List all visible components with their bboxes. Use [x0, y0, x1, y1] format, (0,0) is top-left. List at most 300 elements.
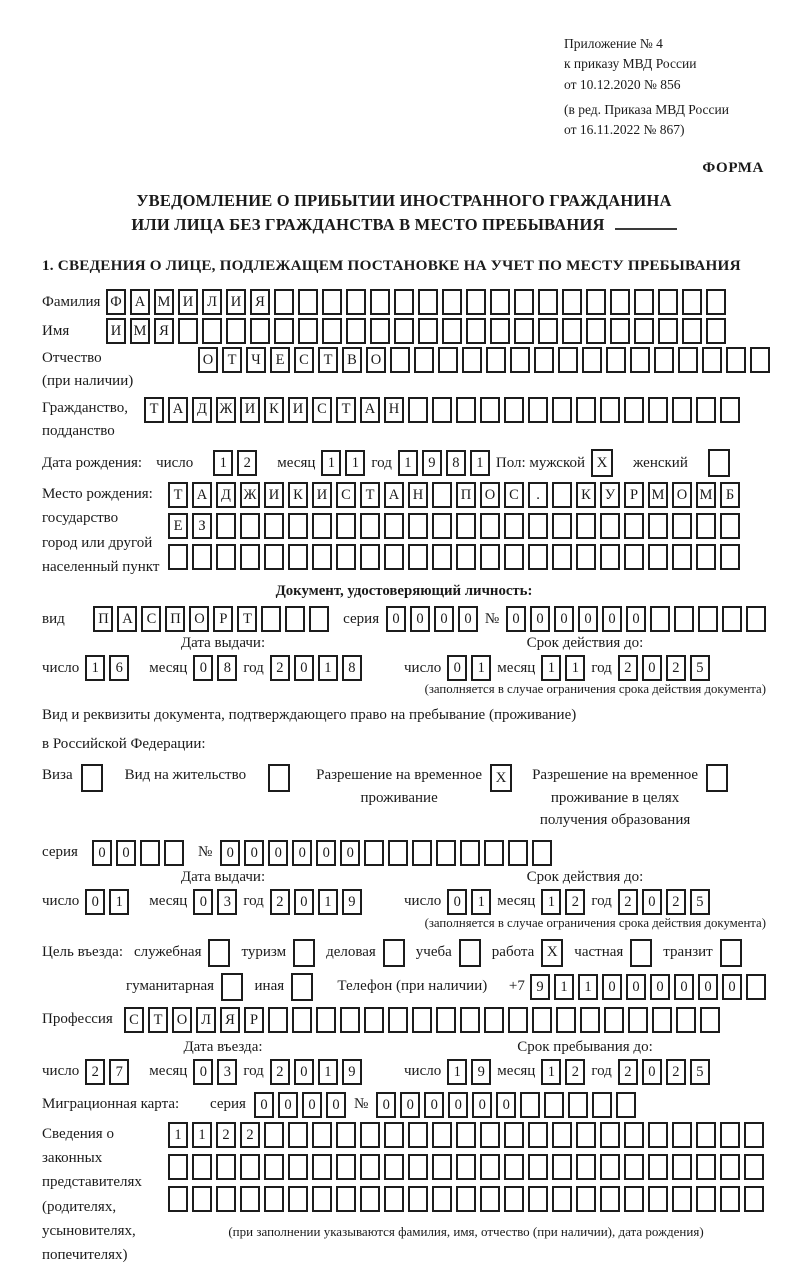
char-cell[interactable] — [504, 1154, 524, 1180]
char-cell[interactable] — [250, 318, 270, 344]
char-cell[interactable]: 0 — [294, 655, 314, 681]
char-cell[interactable]: 1 — [578, 974, 598, 1000]
char-cell[interactable] — [480, 1122, 500, 1148]
temp-residence-checkbox[interactable]: X — [490, 764, 512, 792]
char-cell[interactable]: 0 — [268, 840, 288, 866]
char-cell[interactable] — [364, 1007, 384, 1033]
char-cell[interactable]: Ж — [240, 482, 260, 508]
char-cell[interactable] — [750, 347, 770, 373]
char-cell[interactable]: 1 — [541, 655, 561, 681]
char-cell[interactable] — [240, 1186, 260, 1212]
char-cell[interactable] — [696, 397, 716, 423]
char-cell[interactable] — [528, 397, 548, 423]
char-cell[interactable]: 1 — [398, 450, 418, 476]
char-cell[interactable]: Я — [154, 318, 174, 344]
char-cell[interactable]: К — [264, 397, 284, 423]
char-cell[interactable] — [274, 318, 294, 344]
char-cell[interactable]: И — [288, 397, 308, 423]
char-cell[interactable] — [288, 1186, 308, 1212]
char-cell[interactable]: 0 — [554, 606, 574, 632]
char-cell[interactable] — [624, 1154, 644, 1180]
char-cell[interactable]: 1 — [554, 974, 574, 1000]
char-cell[interactable] — [346, 318, 366, 344]
char-cell[interactable]: 0 — [496, 1092, 516, 1118]
char-cell[interactable]: 0 — [326, 1092, 346, 1118]
char-cell[interactable] — [178, 318, 198, 344]
char-cell[interactable] — [658, 289, 678, 315]
char-cell[interactable] — [744, 1122, 764, 1148]
char-cell[interactable] — [384, 544, 404, 570]
temp-residence-edu-checkbox[interactable] — [706, 764, 728, 792]
char-cell[interactable] — [240, 1154, 260, 1180]
char-cell[interactable]: Н — [408, 482, 428, 508]
char-cell[interactable]: 1 — [192, 1122, 212, 1148]
char-cell[interactable] — [720, 1186, 740, 1212]
char-cell[interactable] — [698, 606, 718, 632]
char-cell[interactable]: Р — [244, 1007, 264, 1033]
char-cell[interactable] — [312, 1122, 332, 1148]
char-cell[interactable]: И — [312, 482, 332, 508]
char-cell[interactable]: 2 — [565, 889, 585, 915]
char-cell[interactable] — [462, 347, 482, 373]
char-cell[interactable] — [408, 1122, 428, 1148]
char-cell[interactable]: 0 — [193, 889, 213, 915]
char-cell[interactable] — [312, 1186, 332, 1212]
char-cell[interactable] — [432, 544, 452, 570]
char-cell[interactable]: Т — [318, 347, 338, 373]
char-cell[interactable]: Л — [202, 289, 222, 315]
char-cell[interactable]: 1 — [470, 450, 490, 476]
purpose-other-checkbox[interactable] — [291, 973, 313, 1001]
char-cell[interactable] — [264, 1186, 284, 1212]
char-cell[interactable]: Т — [237, 606, 257, 632]
char-cell[interactable]: С — [312, 397, 332, 423]
char-cell[interactable] — [552, 513, 572, 539]
char-cell[interactable]: 0 — [400, 1092, 420, 1118]
char-cell[interactable] — [552, 1154, 572, 1180]
char-cell[interactable]: 0 — [340, 840, 360, 866]
char-cell[interactable] — [480, 1186, 500, 1212]
char-cell[interactable] — [534, 347, 554, 373]
char-cell[interactable] — [696, 513, 716, 539]
char-cell[interactable] — [648, 513, 668, 539]
purpose-private-checkbox[interactable] — [630, 939, 652, 967]
char-cell[interactable] — [696, 1186, 716, 1212]
char-cell[interactable]: О — [480, 482, 500, 508]
char-cell[interactable] — [216, 544, 236, 570]
char-cell[interactable] — [192, 1186, 212, 1212]
char-cell[interactable] — [140, 840, 160, 866]
char-cell[interactable]: 1 — [447, 1059, 467, 1085]
char-cell[interactable]: К — [576, 482, 596, 508]
char-cell[interactable] — [264, 513, 284, 539]
char-cell[interactable] — [264, 1122, 284, 1148]
char-cell[interactable] — [412, 1007, 432, 1033]
char-cell[interactable]: Т — [222, 347, 242, 373]
char-cell[interactable] — [240, 544, 260, 570]
char-cell[interactable]: 1 — [541, 1059, 561, 1085]
purpose-official-checkbox[interactable] — [208, 939, 230, 967]
char-cell[interactable] — [510, 347, 530, 373]
char-cell[interactable] — [702, 347, 722, 373]
char-cell[interactable] — [600, 397, 620, 423]
char-cell[interactable]: О — [366, 347, 386, 373]
char-cell[interactable] — [538, 318, 558, 344]
char-cell[interactable]: 1 — [85, 655, 105, 681]
char-cell[interactable] — [706, 289, 726, 315]
char-cell[interactable]: С — [124, 1007, 144, 1033]
char-cell[interactable] — [648, 1122, 668, 1148]
char-cell[interactable]: М — [648, 482, 668, 508]
char-cell[interactable] — [192, 1154, 212, 1180]
char-cell[interactable] — [456, 397, 476, 423]
char-cell[interactable] — [322, 318, 342, 344]
char-cell[interactable] — [322, 289, 342, 315]
char-cell[interactable] — [312, 513, 332, 539]
char-cell[interactable]: 2 — [618, 1059, 638, 1085]
char-cell[interactable] — [312, 544, 332, 570]
char-cell[interactable] — [508, 1007, 528, 1033]
char-cell[interactable] — [261, 606, 281, 632]
char-cell[interactable]: 2 — [618, 889, 638, 915]
char-cell[interactable]: С — [141, 606, 161, 632]
char-cell[interactable]: Р — [213, 606, 233, 632]
char-cell[interactable]: 2 — [618, 655, 638, 681]
char-cell[interactable]: О — [189, 606, 209, 632]
char-cell[interactable] — [336, 544, 356, 570]
char-cell[interactable] — [298, 289, 318, 315]
char-cell[interactable]: 8 — [446, 450, 466, 476]
char-cell[interactable] — [394, 318, 414, 344]
char-cell[interactable] — [672, 544, 692, 570]
char-cell[interactable] — [370, 289, 390, 315]
char-cell[interactable] — [576, 397, 596, 423]
char-cell[interactable]: М — [154, 289, 174, 315]
char-cell[interactable]: 8 — [342, 655, 362, 681]
char-cell[interactable]: Я — [250, 289, 270, 315]
char-cell[interactable] — [288, 1122, 308, 1148]
char-cell[interactable]: 2 — [237, 450, 257, 476]
char-cell[interactable] — [592, 1092, 612, 1118]
char-cell[interactable] — [556, 1007, 576, 1033]
char-cell[interactable] — [648, 1186, 668, 1212]
char-cell[interactable]: 0 — [642, 889, 662, 915]
char-cell[interactable]: А — [130, 289, 150, 315]
char-cell[interactable] — [408, 397, 428, 423]
char-cell[interactable]: 1 — [213, 450, 233, 476]
char-cell[interactable]: 0 — [722, 974, 742, 1000]
char-cell[interactable] — [544, 1092, 564, 1118]
char-cell[interactable]: 1 — [471, 889, 491, 915]
char-cell[interactable] — [288, 544, 308, 570]
char-cell[interactable] — [460, 1007, 480, 1033]
char-cell[interactable] — [562, 289, 582, 315]
char-cell[interactable] — [226, 318, 246, 344]
char-cell[interactable] — [412, 840, 432, 866]
char-cell[interactable] — [436, 1007, 456, 1033]
char-cell[interactable] — [528, 513, 548, 539]
char-cell[interactable]: 0 — [220, 840, 240, 866]
char-cell[interactable] — [606, 347, 626, 373]
char-cell[interactable] — [288, 513, 308, 539]
char-cell[interactable]: К — [288, 482, 308, 508]
char-cell[interactable]: С — [336, 482, 356, 508]
char-cell[interactable] — [384, 513, 404, 539]
char-cell[interactable] — [720, 1154, 740, 1180]
char-cell[interactable] — [696, 544, 716, 570]
char-cell[interactable] — [682, 289, 702, 315]
char-cell[interactable] — [744, 1154, 764, 1180]
char-cell[interactable] — [586, 289, 606, 315]
char-cell[interactable] — [432, 1186, 452, 1212]
char-cell[interactable] — [436, 840, 456, 866]
char-cell[interactable]: У — [600, 482, 620, 508]
purpose-business-checkbox[interactable] — [383, 939, 405, 967]
char-cell[interactable] — [414, 347, 434, 373]
char-cell[interactable]: Я — [220, 1007, 240, 1033]
char-cell[interactable] — [268, 1007, 288, 1033]
char-cell[interactable] — [408, 513, 428, 539]
char-cell[interactable]: Т — [148, 1007, 168, 1033]
char-cell[interactable]: А — [192, 482, 212, 508]
char-cell[interactable]: Д — [192, 397, 212, 423]
char-cell[interactable]: 0 — [278, 1092, 298, 1118]
char-cell[interactable] — [628, 1007, 648, 1033]
char-cell[interactable]: П — [93, 606, 113, 632]
char-cell[interactable] — [600, 1122, 620, 1148]
char-cell[interactable]: 0 — [410, 606, 430, 632]
char-cell[interactable]: 9 — [342, 1059, 362, 1085]
char-cell[interactable]: 0 — [530, 606, 550, 632]
char-cell[interactable] — [672, 1186, 692, 1212]
char-cell[interactable] — [532, 1007, 552, 1033]
char-cell[interactable]: 1 — [168, 1122, 188, 1148]
char-cell[interactable]: Ч — [246, 347, 266, 373]
char-cell[interactable]: 0 — [642, 655, 662, 681]
char-cell[interactable] — [504, 544, 524, 570]
char-cell[interactable] — [706, 318, 726, 344]
char-cell[interactable]: Д — [216, 482, 236, 508]
char-cell[interactable]: М — [130, 318, 150, 344]
char-cell[interactable] — [346, 289, 366, 315]
char-cell[interactable]: 0 — [92, 840, 112, 866]
char-cell[interactable]: Е — [168, 513, 188, 539]
char-cell[interactable] — [610, 318, 630, 344]
char-cell[interactable]: 3 — [217, 889, 237, 915]
char-cell[interactable]: Т — [144, 397, 164, 423]
char-cell[interactable] — [390, 347, 410, 373]
char-cell[interactable]: 2 — [666, 1059, 686, 1085]
char-cell[interactable] — [336, 1122, 356, 1148]
char-cell[interactable] — [312, 1154, 332, 1180]
char-cell[interactable] — [672, 397, 692, 423]
char-cell[interactable] — [696, 1154, 716, 1180]
char-cell[interactable]: 0 — [376, 1092, 396, 1118]
char-cell[interactable]: 1 — [345, 450, 365, 476]
char-cell[interactable]: Р — [624, 482, 644, 508]
char-cell[interactable] — [490, 318, 510, 344]
char-cell[interactable] — [240, 513, 260, 539]
char-cell[interactable]: 2 — [666, 655, 686, 681]
char-cell[interactable] — [418, 289, 438, 315]
char-cell[interactable] — [418, 318, 438, 344]
char-cell[interactable]: 2 — [666, 889, 686, 915]
char-cell[interactable] — [336, 1186, 356, 1212]
char-cell[interactable] — [634, 289, 654, 315]
char-cell[interactable] — [432, 482, 452, 508]
char-cell[interactable]: А — [117, 606, 137, 632]
char-cell[interactable] — [456, 513, 476, 539]
char-cell[interactable] — [466, 318, 486, 344]
char-cell[interactable] — [552, 1186, 572, 1212]
char-cell[interactable] — [576, 513, 596, 539]
char-cell[interactable] — [674, 606, 694, 632]
char-cell[interactable] — [682, 318, 702, 344]
char-cell[interactable] — [576, 1122, 596, 1148]
char-cell[interactable]: А — [360, 397, 380, 423]
char-cell[interactable] — [630, 347, 650, 373]
char-cell[interactable] — [658, 318, 678, 344]
char-cell[interactable] — [216, 513, 236, 539]
char-cell[interactable] — [168, 1154, 188, 1180]
char-cell[interactable]: 0 — [602, 606, 622, 632]
char-cell[interactable] — [480, 513, 500, 539]
char-cell[interactable] — [552, 397, 572, 423]
char-cell[interactable]: 2 — [270, 889, 290, 915]
char-cell[interactable] — [654, 347, 674, 373]
char-cell[interactable] — [600, 513, 620, 539]
char-cell[interactable]: И — [226, 289, 246, 315]
char-cell[interactable] — [582, 347, 602, 373]
char-cell[interactable]: 0 — [448, 1092, 468, 1118]
char-cell[interactable] — [456, 544, 476, 570]
char-cell[interactable]: З — [192, 513, 212, 539]
char-cell[interactable]: 0 — [116, 840, 136, 866]
char-cell[interactable]: 0 — [85, 889, 105, 915]
char-cell[interactable] — [558, 347, 578, 373]
char-cell[interactable]: Ж — [216, 397, 236, 423]
char-cell[interactable] — [624, 397, 644, 423]
char-cell[interactable] — [384, 1186, 404, 1212]
char-cell[interactable] — [360, 1122, 380, 1148]
char-cell[interactable] — [360, 513, 380, 539]
char-cell[interactable] — [514, 289, 534, 315]
char-cell[interactable] — [438, 347, 458, 373]
char-cell[interactable] — [648, 1154, 668, 1180]
char-cell[interactable]: 0 — [642, 1059, 662, 1085]
char-cell[interactable] — [610, 289, 630, 315]
char-cell[interactable] — [168, 544, 188, 570]
purpose-study-checkbox[interactable] — [459, 939, 481, 967]
char-cell[interactable] — [504, 1122, 524, 1148]
char-cell[interactable] — [480, 544, 500, 570]
char-cell[interactable] — [264, 1154, 284, 1180]
char-cell[interactable]: О — [198, 347, 218, 373]
char-cell[interactable] — [432, 1154, 452, 1180]
char-cell[interactable] — [652, 1007, 672, 1033]
char-cell[interactable] — [648, 397, 668, 423]
char-cell[interactable] — [600, 1186, 620, 1212]
char-cell[interactable]: 5 — [690, 1059, 710, 1085]
char-cell[interactable]: Т — [336, 397, 356, 423]
char-cell[interactable] — [484, 840, 504, 866]
char-cell[interactable] — [562, 318, 582, 344]
char-cell[interactable] — [604, 1007, 624, 1033]
char-cell[interactable]: 0 — [650, 974, 670, 1000]
purpose-tourism-checkbox[interactable] — [293, 939, 315, 967]
char-cell[interactable]: 0 — [578, 606, 598, 632]
char-cell[interactable] — [168, 1186, 188, 1212]
char-cell[interactable]: . — [528, 482, 548, 508]
char-cell[interactable] — [648, 544, 668, 570]
char-cell[interactable] — [672, 513, 692, 539]
char-cell[interactable]: О — [172, 1007, 192, 1033]
char-cell[interactable]: 5 — [690, 889, 710, 915]
char-cell[interactable] — [650, 606, 670, 632]
char-cell[interactable] — [528, 1154, 548, 1180]
char-cell[interactable] — [634, 318, 654, 344]
char-cell[interactable] — [480, 397, 500, 423]
char-cell[interactable] — [504, 1186, 524, 1212]
char-cell[interactable]: 9 — [530, 974, 550, 1000]
char-cell[interactable] — [568, 1092, 588, 1118]
char-cell[interactable] — [336, 513, 356, 539]
char-cell[interactable] — [264, 544, 284, 570]
char-cell[interactable]: 2 — [270, 1059, 290, 1085]
char-cell[interactable]: 9 — [422, 450, 442, 476]
char-cell[interactable]: 0 — [292, 840, 312, 866]
char-cell[interactable]: 2 — [216, 1122, 236, 1148]
char-cell[interactable] — [388, 840, 408, 866]
char-cell[interactable] — [408, 544, 428, 570]
char-cell[interactable] — [552, 544, 572, 570]
char-cell[interactable] — [486, 347, 506, 373]
char-cell[interactable]: 0 — [447, 655, 467, 681]
char-cell[interactable]: 0 — [424, 1092, 444, 1118]
char-cell[interactable]: 1 — [565, 655, 585, 681]
char-cell[interactable] — [216, 1154, 236, 1180]
char-cell[interactable] — [216, 1186, 236, 1212]
char-cell[interactable] — [700, 1007, 720, 1033]
char-cell[interactable] — [576, 1154, 596, 1180]
char-cell[interactable] — [364, 840, 384, 866]
char-cell[interactable] — [442, 318, 462, 344]
char-cell[interactable]: 9 — [342, 889, 362, 915]
char-cell[interactable]: 1 — [318, 655, 338, 681]
char-cell[interactable]: 0 — [386, 606, 406, 632]
char-cell[interactable] — [164, 840, 184, 866]
char-cell[interactable]: И — [240, 397, 260, 423]
char-cell[interactable]: 0 — [193, 655, 213, 681]
char-cell[interactable] — [288, 1154, 308, 1180]
char-cell[interactable]: 0 — [316, 840, 336, 866]
char-cell[interactable]: 9 — [471, 1059, 491, 1085]
char-cell[interactable]: 0 — [193, 1059, 213, 1085]
purpose-transit-checkbox[interactable] — [720, 939, 742, 967]
char-cell[interactable] — [202, 318, 222, 344]
char-cell[interactable]: П — [165, 606, 185, 632]
char-cell[interactable] — [624, 1186, 644, 1212]
char-cell[interactable] — [309, 606, 329, 632]
char-cell[interactable] — [624, 513, 644, 539]
char-cell[interactable]: 2 — [270, 655, 290, 681]
char-cell[interactable]: Т — [168, 482, 188, 508]
char-cell[interactable] — [394, 289, 414, 315]
char-cell[interactable] — [408, 1154, 428, 1180]
char-cell[interactable] — [384, 1122, 404, 1148]
char-cell[interactable]: 0 — [626, 606, 646, 632]
char-cell[interactable]: 0 — [294, 1059, 314, 1085]
